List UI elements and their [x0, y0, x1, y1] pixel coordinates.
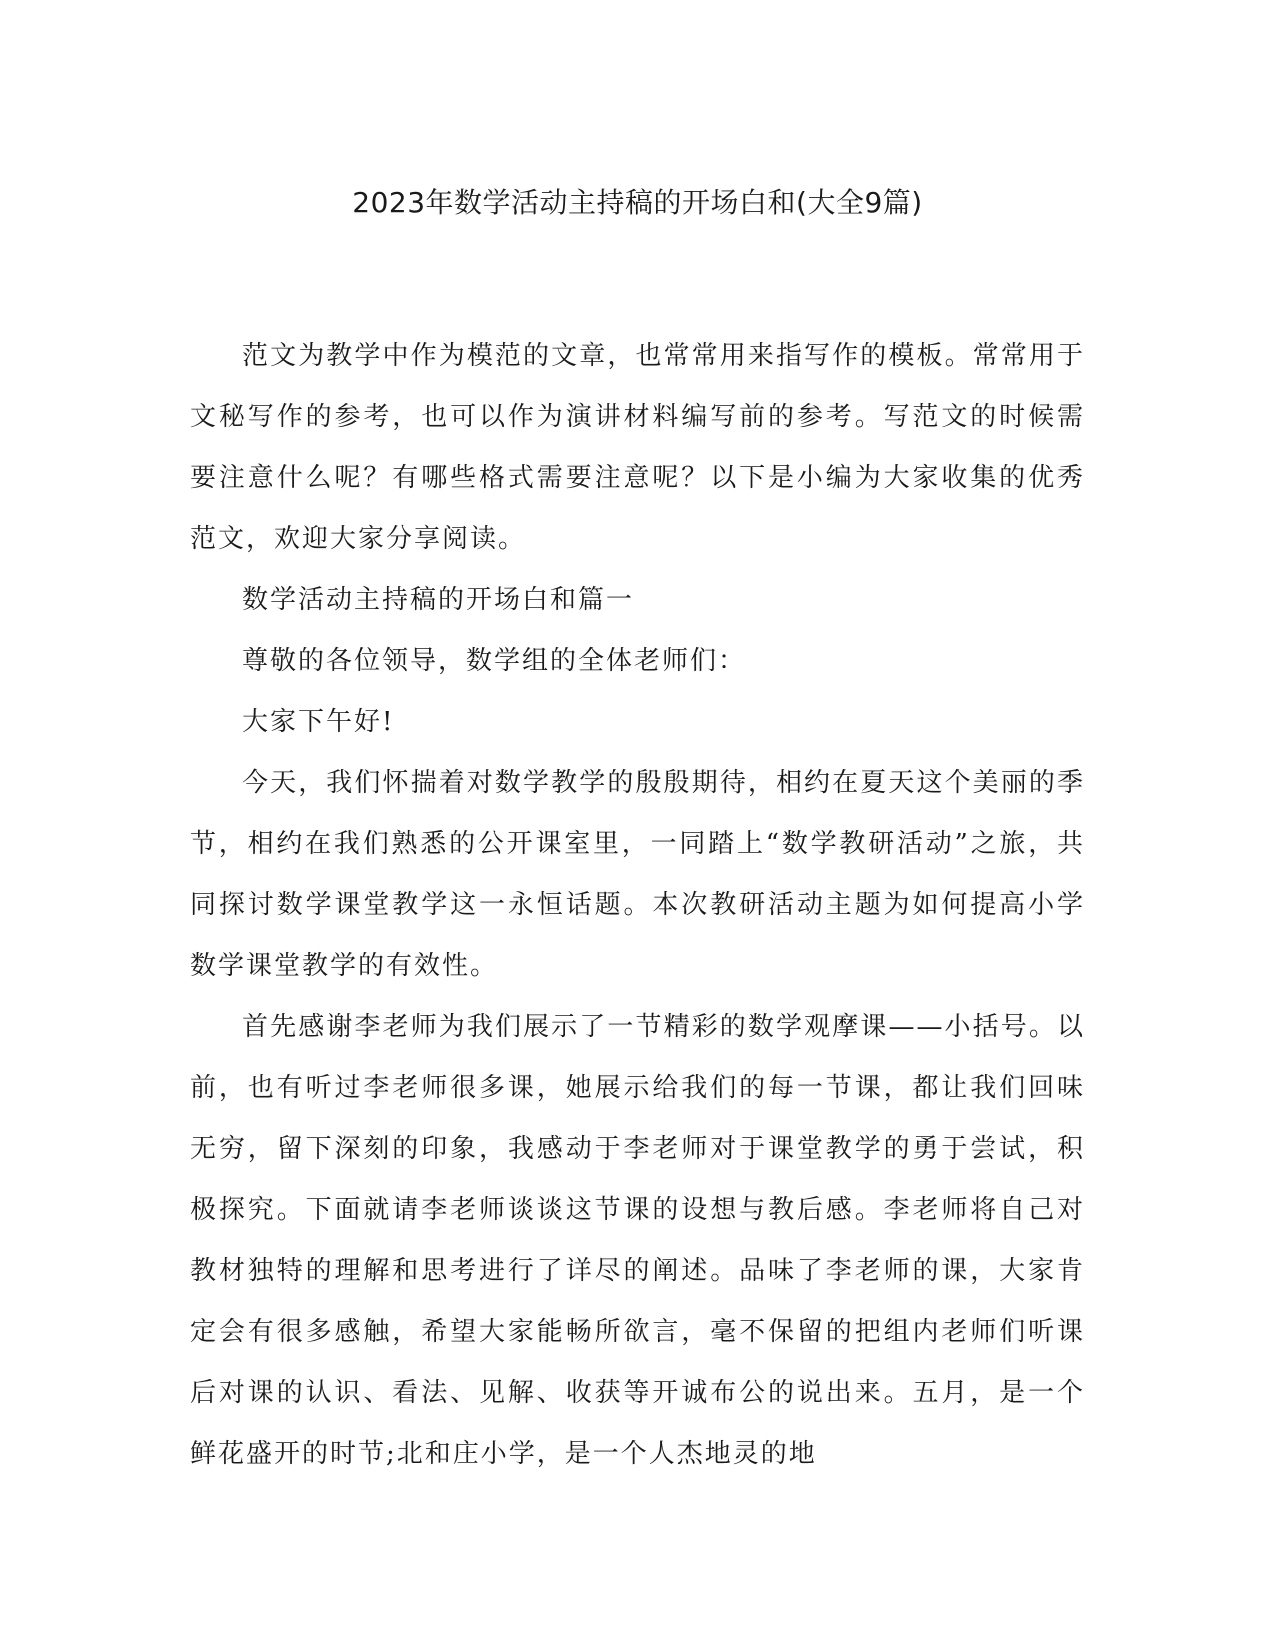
paragraph-salutation: 尊敬的各位领导，数学组的全体老师们： — [242, 646, 747, 676]
paragraph-opening: 今天，我们怀揣着对数学教学的殷殷期待，相约在夏天这个美丽的季节，相约在我们熟悉的公开课室里，一同踏上“数学教研活动”之旅，共同探讨数学课堂教学这一永恒话题。本次教研活动主题为如何提高小学数学课堂教学的有效性。 — [190, 768, 1085, 981]
document-body — [190, 326, 1085, 1485]
section-heading: 数学活动主持稿的开场白和篇一 — [242, 585, 635, 615]
paragraph-intro: 范文为教学中作为模范的文章，也常常用来指写作的模板。常常用于文秘写作的参考，也可以作为演讲材料编写前的参考。写范文的时候需要注意什么呢？有哪些格式需要注意呢？以下是小编为大家收集的优秀范文，欢迎大家分享阅读。 — [190, 341, 1085, 554]
paragraph-thanks: 首先感谢李老师为我们展示了一节精彩的数学观摩课——小括号。以前，也有听过李老师很多课，她展示给我们的每一节课，都让我们回味无穷，留下深刻的印象，我感动于李老师对于课堂教学的勇于尝试，积极探究。下面就请李老师谈谈这节课的设想与教后感。李老师将自己对教材独特的理解和思考进行了详尽的阐述。品味了李老师的课，大家肯定会有很多感触，希望大家能畅所欲言，毫不保留的把组内老师们听课后对课的认识、看法、见解、收获等开诚布公的说出来。五月，是一个鲜花盛开的时节;北和庄小学，是一个人杰地灵的地 — [190, 1012, 1085, 1469]
paragraph-greeting: 大家下午好! — [242, 707, 395, 737]
document-title: 2023年数学活动主持稿的开场白和(大全9篇) — [352, 186, 923, 219]
